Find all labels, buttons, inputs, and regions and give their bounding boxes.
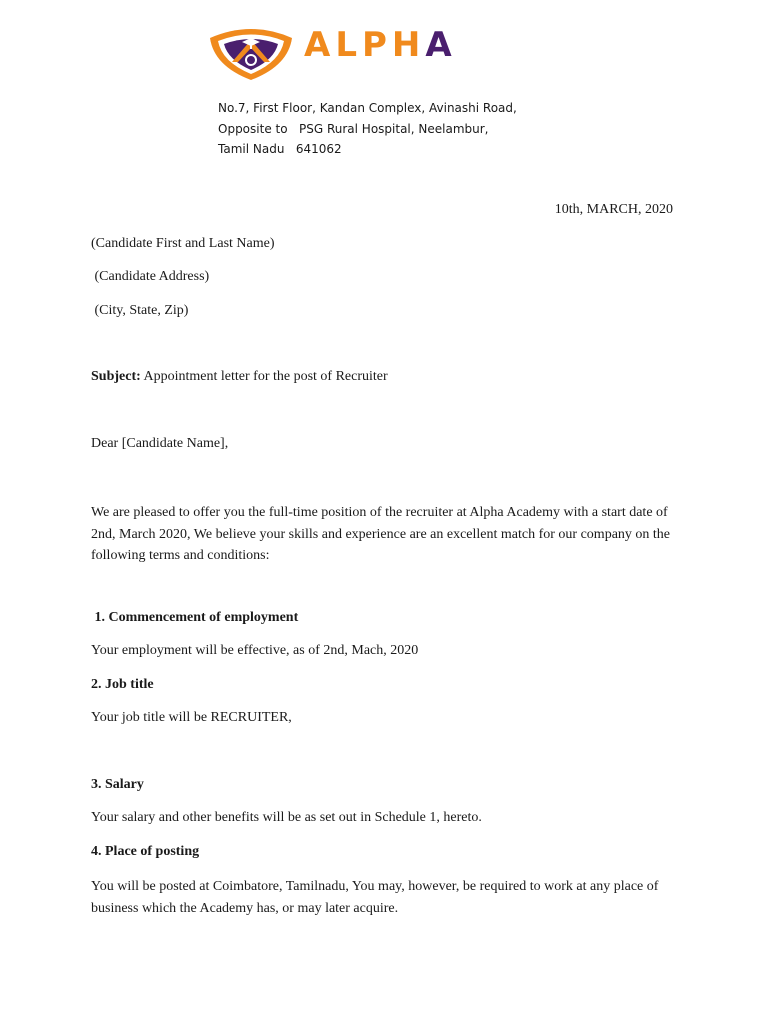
intro-paragraph: We are pleased to offer you the full-time position of the recruiter at Alpha Academy with a start date of 2nd, March 2020, We believe your skills and experience are an excellent match for our company on the following terms and conditions: <box>91 505 671 563</box>
brand-name-main: ALPH <box>304 25 426 65</box>
company-address <box>218 98 517 160</box>
graduation-cap-shield-icon <box>206 22 296 82</box>
section-4-heading: 4. Place of posting <box>91 844 200 859</box>
brand-wordmark <box>304 25 457 65</box>
address-line-2: Opposite to PSG Rural Hospital, Neelambur, <box>218 121 489 136</box>
section-1-heading: 1. Commencement of employment <box>91 610 299 625</box>
section-2-heading: 2. Job title <box>91 677 154 692</box>
recipient-address: (Candidate Address) <box>91 269 210 284</box>
letter-date: 10th, MARCH, 2020 <box>554 202 673 217</box>
section-4-body: You will be posted at Coimbatore, Tamilnadu, You may, however, be required to work at any place of business which the Academy has, or may later acquire. <box>91 879 659 916</box>
address-line-3: Tamil Nadu 641062 <box>218 142 342 156</box>
salutation: Dear [Candidate Name], <box>91 436 229 451</box>
section-3-body: Your salary and other benefits will be as set out in Schedule 1, hereto. <box>91 810 482 825</box>
brand-name-last-letter: A <box>425 25 457 65</box>
recipient-city: (City, State, Zip) <box>91 303 189 318</box>
section-1-body: Your employment will be effective, as of 2nd, Mach, 2020 <box>91 643 419 658</box>
section-2-body: Your job title will be RECRUITER, <box>91 710 292 725</box>
subject-label: Subject: <box>91 369 141 384</box>
recipient-name: (Candidate First and Last Name) <box>91 236 275 251</box>
subject-line <box>91 369 388 385</box>
alpha-logo <box>206 22 516 82</box>
subject-text: Appointment letter for the post of Recruiter <box>140 369 388 384</box>
section-3-heading: 3. Salary <box>91 777 144 792</box>
address-line-1: No.7, First Floor, Kandan Complex, Avinashi Road, <box>218 101 517 115</box>
